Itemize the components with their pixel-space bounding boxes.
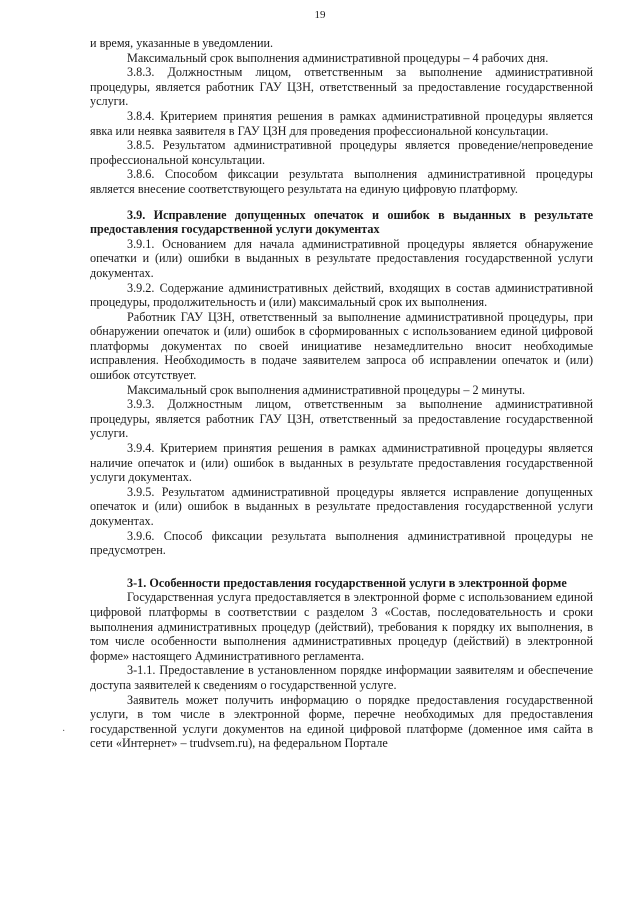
paragraph: 3.9.5. Результатом административной процедуры является исправление допущенных опечаток и (или) ошибок в выданных в результате предоставления государственной услуги документах. <box>90 484 593 528</box>
paragraph: Работник ГАУ ЦЗН, ответственный за выполнение административной процедуры, при обнаружении опечаток и (или) ошибок в сформированных с использованием единой цифровой платформы документах по своей инициативе незамедлительно вносит необходимые исправления. Необходимость в подаче заявителем запроса об исправлении опечаток и (или) ошибок отсутствует. <box>90 309 593 383</box>
paragraph: 3.8.6. Способом фиксации результата выполнения административной процедуры является внесение соответствующего результата на единую цифровую платформу. <box>90 167 593 196</box>
margin-mark: · <box>62 726 66 737</box>
paragraph: 3-1.1. Предоставление в установленном порядке информации заявителям и обеспечение доступа заявителей к сведениям о государственной услуге. <box>90 663 593 692</box>
paragraph: 3.9.1. Основанием для начала административной процедуры является обнаружение опечатки и (или) ошибки в выданных в результате предоставления государственной услуги документах. <box>90 236 593 280</box>
section-heading: 3.9. Исправление допущенных опечаток и ошибок в выданных в результате предоставления государственной услуги документах <box>90 207 593 237</box>
page-content <box>90 36 593 751</box>
paragraph: и время, указанные в уведомлении. <box>90 36 274 50</box>
paragraph: 3.9.6. Способ фиксации результата выполнения административной процедуры не предусмотрен. <box>90 528 593 558</box>
paragraph: Максимальный срок выполнения административной процедуры – 4 рабочих дня. <box>127 50 549 65</box>
paragraph: 3.8.5. Результатом административной процедуры является проведение/непроведение профессиональной консультации. <box>90 138 593 167</box>
paragraph: 3.9.3. Должностным лицом, ответственным за выполнение административной процедуры, является работник ГАУ ЦЗН, ответственный за предоставление государственной услуги. <box>90 397 593 441</box>
page-number: 19 <box>314 9 326 21</box>
paragraph: Государственная услуга предоставляется в электронной форме с использованием единой цифровой платформы в соответствии с разделом 3 «Состав, последовательность и сроки выполнения административных процедур (действий), требования к порядку их выполнения, в том числе особенности выполнения административных процедур (действий) в электронной форме» настоящего Административного регламента. <box>90 590 593 663</box>
paragraph: 3.8.3. Должностным лицом, ответственным за выполнение административной процедуры, является работник ГАУ ЦЗН, ответственный за предоставление государственной услуги. <box>90 65 593 109</box>
paragraph: 3.8.4. Критерием принятия решения в рамках административной процедуры является явка или неявка заявителя в ГАУ ЦЗН для проведения профессиональной консультации. <box>90 108 593 138</box>
section-heading: 3-1. Особенности предоставления государственной услуги в электронной форме <box>127 575 567 590</box>
paragraph: 3.9.4. Критерием принятия решения в рамках административной процедуры является наличие опечаток и (или) ошибок в выданных в результате предоставления государственной услуги документах. <box>90 441 593 485</box>
paragraph: Максимальный срок выполнения административной процедуры – 2 минуты. <box>127 382 526 397</box>
paragraph: 3.9.2. Содержание административных действий, входящих в состав административной процедуры, продолжительность и (или) максимальный срок их выполнения. <box>90 280 593 310</box>
paragraph: Заявитель может получить информацию о порядке предоставления государственной услуги, в том числе в электронной форме, перечне необходимых для предоставления государственной услуги документов на единой цифровой платформе (доменное имя сайта в сети «Интернет» – trudvsem.ru), на федеральном Портале <box>90 692 593 751</box>
